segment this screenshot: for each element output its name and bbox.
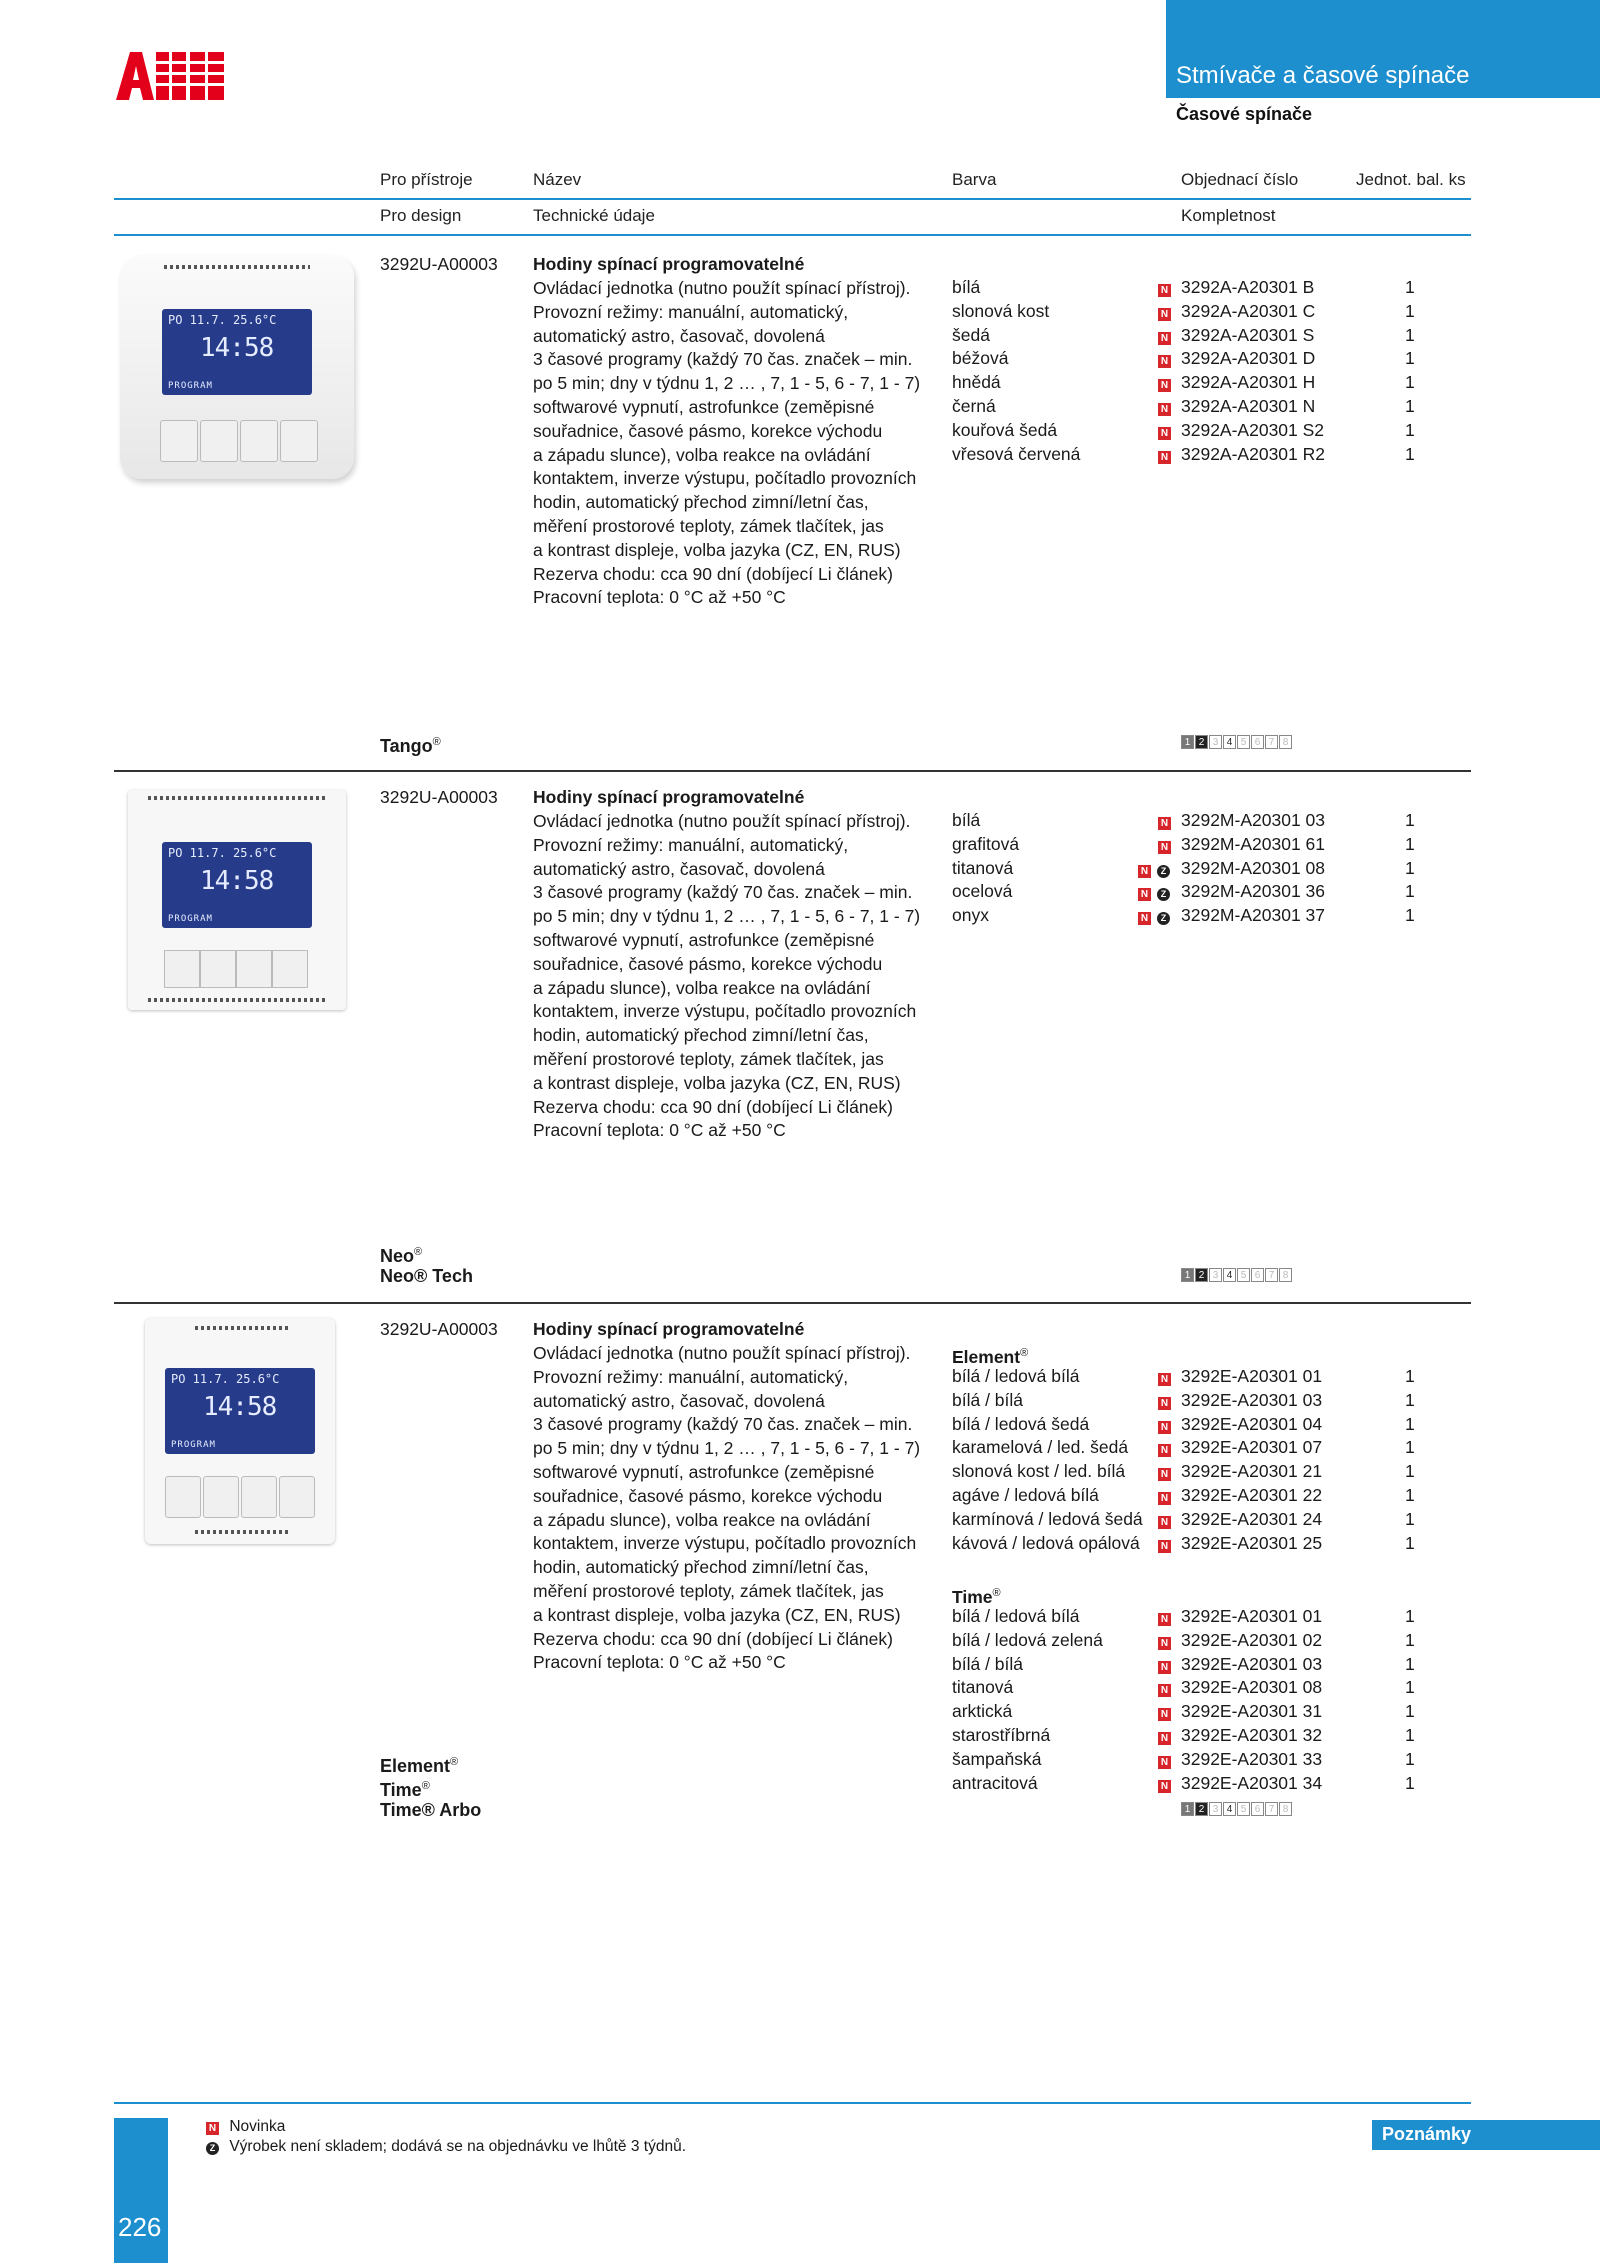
rating-scale: 1 2 3 4 5 6 7 8 — [1181, 735, 1293, 749]
pack-qty: 1 — [1405, 1701, 1415, 1722]
pack-qty: 1 — [1405, 348, 1415, 369]
device-image-tango — [120, 255, 354, 479]
pack-qty: 1 — [1405, 396, 1415, 416]
series-neo-tech: Neo® Tech — [380, 1266, 473, 1286]
variant-color: titanová — [952, 1677, 1014, 1698]
order-number: 3292E-A20301 03 — [1181, 1653, 1323, 1674]
order-number: 3292A-A20301 S2 — [1181, 419, 1325, 440]
new-badge-icon: N — [1158, 1540, 1171, 1553]
new-badge-icon: N — [1158, 1613, 1171, 1626]
device-key — [164, 950, 200, 988]
order-number: 3292M-A20301 36 — [1181, 881, 1325, 902]
device-key — [160, 420, 198, 462]
new-badge-icon: N — [1138, 865, 1151, 878]
pack-qty: 1 — [1405, 1366, 1415, 1386]
new-badge-icon: N — [1158, 1516, 1171, 1529]
col-qty: Jednot. bal. ks — [1356, 170, 1466, 189]
pack-qty: 1 — [1405, 1677, 1415, 1698]
device-key — [165, 1476, 201, 1518]
pack-qty: 1 — [1405, 277, 1415, 297]
group-element: Element® — [952, 1346, 1029, 1367]
new-badge-icon: N — [1158, 1492, 1171, 1505]
pack-qty: 1 — [1405, 1508, 1415, 1529]
pack-qty: 1 — [1405, 905, 1415, 926]
order-number: 3292E-A20301 31 — [1181, 1701, 1323, 1722]
pack-qty: 1 — [1405, 810, 1415, 830]
pack-qty: 1 — [1405, 1437, 1415, 1458]
status-badges — [1158, 834, 1171, 858]
device-key — [279, 1476, 315, 1518]
new-badge-icon: N — [1158, 1732, 1171, 1745]
col-device: Pro přístroje — [380, 170, 473, 189]
pack-qty: 1 — [1405, 1653, 1415, 1674]
new-badge-icon: N — [206, 2122, 219, 2135]
new-badge-icon: N — [1158, 1684, 1171, 1697]
status-badges — [1158, 1366, 1171, 1390]
variant-color: kouřová šedá — [952, 419, 1058, 440]
pack-qty: 1 — [1405, 1606, 1415, 1626]
product-code: 3292U-A00003 — [380, 254, 498, 274]
series-time-arbo: Time® Arbo — [380, 1800, 482, 1820]
variant-color: bílá — [952, 277, 981, 297]
status-badges — [1158, 325, 1171, 349]
tech-description: Ovládací jednotka (nutno použít spínací přístroj). Provozní režimy: manuální, automatický, automatický astro, časovač, dovolená 3 časové programy (každý 70 čas. značek – min. po 5 min; dny v týdnu 1, 2 … , 7, 1 - 5, 6 - 7, 1 - 7) softwarové vypnutí, astrofunkce (zeměpisné souřadnice, časové pásmo, korekce východu a západu slunce), volba reakce na ovládání kontaktem, inverze výstupu, počítadlo provozních hodin, automatický přechod zimní/letní čas, měření prostorové teploty, zámek tlačítek, jas a kontrast displeje, volba jazyka (CZ, EN, RUS) Rezerva chodu: cca 90 dní (dobíjecí Li článek) Pracovní teplota: 0 °C až +50 °C — [533, 278, 921, 608]
order-number: 3292E-A20301 24 — [1181, 1508, 1323, 1529]
variant-color: kávová / ledová opálová — [952, 1532, 1140, 1553]
pack-qty: 1 — [1405, 857, 1415, 878]
status-badges — [1158, 1414, 1171, 1438]
new-badge-icon: N — [1158, 817, 1171, 830]
stock-badge-icon: Z — [206, 2142, 219, 2155]
new-badge-icon: N — [1158, 1756, 1171, 1769]
new-badge-icon: N — [1158, 332, 1171, 345]
order-number: 3292A-A20301 B — [1181, 277, 1315, 297]
variant-color: grafitová — [952, 833, 1020, 854]
status-badges — [1140, 881, 1170, 905]
pack-qty: 1 — [1405, 881, 1415, 902]
pack-qty: 1 — [1405, 372, 1415, 393]
variant-color: karmínová / ledová šedá — [952, 1508, 1143, 1529]
status-badges — [1158, 420, 1171, 444]
new-badge-icon: N — [1158, 1468, 1171, 1481]
variant-color: onyx — [952, 905, 989, 926]
status-badges — [1158, 1461, 1171, 1485]
status-badges — [1158, 1606, 1171, 1630]
series-tango: Tango® — [380, 736, 441, 756]
page-subtitle: Časové spínače — [1176, 104, 1313, 124]
status-badges — [1158, 348, 1171, 372]
legend-stock: Z Výrobek není skladem; dodává se na objednávku ve lhůtě 3 týdnů. — [206, 2138, 686, 2156]
status-badges — [1158, 1533, 1171, 1557]
status-badges — [1158, 1485, 1171, 1509]
new-badge-icon: N — [1158, 1780, 1171, 1793]
variant-color: béžová — [952, 348, 1009, 369]
variant-color: agáve / ledová bílá — [952, 1485, 1099, 1505]
vent-slots — [164, 265, 310, 269]
new-badge-icon: N — [1158, 1373, 1171, 1386]
status-badges — [1158, 1437, 1171, 1461]
variant-color: hnědá — [952, 372, 1001, 393]
series-neo: Neo® — [380, 1246, 423, 1266]
new-badge-icon: N — [1158, 1637, 1171, 1650]
variant-color: šedá — [952, 324, 990, 345]
variant-color: arktická — [952, 1701, 1013, 1722]
col-name: Název — [533, 170, 582, 189]
section-rule — [114, 770, 1471, 772]
pack-qty: 1 — [1405, 443, 1415, 464]
device-key — [200, 950, 236, 988]
order-number: 3292E-A20301 01 — [1181, 1606, 1323, 1626]
variant-color: ocelová — [952, 881, 1013, 902]
new-badge-icon: N — [1158, 1661, 1171, 1674]
variant-color: slonová kost / led. bílá — [952, 1461, 1126, 1482]
device-key — [203, 1476, 239, 1518]
product-title: Hodiny spínací programovatelné — [533, 1319, 805, 1339]
group-time: Time® — [952, 1586, 1001, 1607]
vent-slots — [148, 796, 326, 800]
order-number: 3292A-A20301 H — [1181, 372, 1316, 393]
status-badges — [1158, 1773, 1171, 1797]
variant-color: bílá / ledová bílá — [952, 1366, 1080, 1386]
variant-color: starostříbrná — [952, 1725, 1051, 1745]
variant-color: černá — [952, 396, 996, 416]
status-badges — [1140, 858, 1170, 882]
variant-color: slonová kost — [952, 300, 1050, 321]
order-number: 3292E-A20301 08 — [1181, 1677, 1323, 1698]
stock-badge-icon: Z — [1157, 865, 1170, 878]
variant-color: bílá / bílá — [952, 1653, 1024, 1674]
pack-qty: 1 — [1405, 1725, 1415, 1745]
status-badges — [1140, 905, 1170, 929]
status-badges — [1158, 1701, 1171, 1725]
vent-slots — [195, 1326, 289, 1330]
tech-description: Ovládací jednotka (nutno použít spínací přístroj). Provozní režimy: manuální, automatický, automatický astro, časovač, dovolená 3 časové programy (každý 70 čas. značek – min. po 5 min; dny v týdnu 1, 2 … , 7, 1 - 5, 6 - 7, 1 - 7) softwarové vypnutí, astrofunkce (zeměpisné souřadnice, časové pásmo, korekce východu a západu slunce), volba reakce na ovládání kontaktem, inverze výstupu, počítadlo provozních hodin, automatický přechod zimní/letní čas, měření prostorové teploty, zámek tlačítek, jas a kontrast displeje, volba jazyka (CZ, EN, RUS) Rezerva chodu: cca 90 dní (dobíjecí Li článek) Pracovní teplota: 0 °C až +50 °C — [533, 811, 921, 1141]
series-element: Element® — [380, 1756, 459, 1776]
variant-color: bílá / bílá — [952, 1389, 1024, 1410]
pack-qty: 1 — [1405, 1532, 1415, 1553]
order-number: 3292E-A20301 03 — [1181, 1389, 1323, 1410]
status-badges — [1158, 444, 1171, 468]
status-badges — [1158, 1654, 1171, 1678]
order-number: 3292E-A20301 07 — [1181, 1437, 1323, 1458]
section-rule — [114, 1302, 1471, 1304]
device-display: PO 11.7. 25.6°C 14:58 PROGRAM — [162, 309, 312, 395]
status-badges — [1158, 1749, 1171, 1773]
notes-label: Poznámky — [1382, 2124, 1472, 2144]
status-badges — [1158, 301, 1171, 325]
new-badge-icon: N — [1158, 1444, 1171, 1457]
footer-rule — [114, 2102, 1471, 2104]
order-number: 3292M-A20301 61 — [1181, 833, 1325, 854]
legend-new: N Novinka — [206, 2118, 285, 2136]
order-number: 3292M-A20301 08 — [1181, 857, 1325, 878]
order-number: 3292E-A20301 25 — [1181, 1532, 1323, 1553]
stock-badge-icon: Z — [1157, 912, 1170, 925]
section-title: Stmívače a časové spínače — [1176, 62, 1470, 89]
new-badge-icon: N — [1158, 284, 1171, 297]
page-number: 226 — [118, 2212, 162, 2242]
order-number: 3292E-A20301 32 — [1181, 1725, 1323, 1745]
device-key — [240, 420, 278, 462]
new-badge-icon: N — [1158, 308, 1171, 321]
new-badge-icon: N — [1138, 912, 1151, 925]
new-badge-icon: N — [1158, 379, 1171, 392]
order-number: 3292M-A20301 03 — [1181, 810, 1325, 830]
product-title: Hodiny spínací programovatelné — [533, 787, 805, 807]
order-number: 3292E-A20301 34 — [1181, 1772, 1323, 1793]
status-badges — [1158, 1677, 1171, 1701]
order-number: 3292E-A20301 33 — [1181, 1748, 1323, 1769]
order-number: 3292A-A20301 S — [1181, 324, 1315, 345]
product-title: Hodiny spínací programovatelné — [533, 254, 805, 274]
pack-qty: 1 — [1405, 1629, 1415, 1650]
pack-qty: 1 — [1405, 1389, 1415, 1410]
product-code: 3292U-A00003 — [380, 787, 498, 807]
variant-color: titanová — [952, 857, 1014, 878]
pack-qty: 1 — [1405, 1748, 1415, 1769]
variant-color: bílá / ledová bílá — [952, 1606, 1080, 1626]
status-badges — [1158, 1725, 1171, 1749]
order-number: 3292E-A20301 04 — [1181, 1413, 1323, 1434]
device-key — [272, 950, 308, 988]
variant-color: bílá / ledová zelená — [952, 1629, 1103, 1650]
variant-color: bílá — [952, 810, 981, 830]
variant-color: bílá / ledová šedá — [952, 1413, 1090, 1434]
new-badge-icon: N — [1158, 355, 1171, 368]
order-number: 3292A-A20301 R2 — [1181, 443, 1325, 464]
order-number: 3292E-A20301 21 — [1181, 1461, 1323, 1482]
status-badges — [1158, 1390, 1171, 1414]
device-image-neo — [128, 790, 346, 1010]
vent-slots — [148, 998, 326, 1002]
col-design: Pro design — [380, 206, 462, 225]
device-key — [236, 950, 272, 988]
series-time: Time® — [380, 1780, 430, 1800]
vent-slots — [195, 1530, 289, 1534]
col-completeness: Kompletnost — [1181, 206, 1276, 225]
pack-qty: 1 — [1405, 300, 1415, 321]
tech-description: Ovládací jednotka (nutno použít spínací přístroj). Provozní režimy: manuální, automatický, automatický astro, časovač, dovolená 3 časové programy (každý 70 čas. značek – min. po 5 min; dny v týdnu 1, 2 … , 7, 1 - 5, 6 - 7, 1 - 7) softwarové vypnutí, astrofunkce (zeměpisné souřadnice, časové pásmo, korekce východu a západu slunce), volba reakce na ovládání kontaktem, inverze výstupu, počítadlo provozních hodin, automatický přechod zimní/letní čas, měření prostorové teploty, zámek tlačítek, jas a kontrast displeje, volba jazyka (CZ, EN, RUS) Rezerva chodu: cca 90 dní (dobíjecí Li článek) Pracovní teplota: 0 °C až +50 °C — [533, 1343, 921, 1673]
order-number: 3292E-A20301 02 — [1181, 1629, 1323, 1650]
pack-qty: 1 — [1405, 1772, 1415, 1793]
status-badges — [1158, 1630, 1171, 1654]
col-order: Objednací číslo — [1181, 170, 1299, 189]
pack-qty: 1 — [1405, 833, 1415, 854]
rating-scale: 1 2 3 4 5 6 7 8 — [1181, 1268, 1293, 1282]
new-badge-icon: N — [1158, 451, 1171, 464]
status-badges — [1158, 277, 1171, 301]
header-rule — [114, 198, 1471, 200]
device-key — [241, 1476, 277, 1518]
pack-qty: 1 — [1405, 324, 1415, 345]
order-number: 3292A-A20301 C — [1181, 300, 1316, 321]
order-number: 3292M-A20301 37 — [1181, 905, 1325, 926]
order-number: 3292E-A20301 22 — [1181, 1485, 1323, 1505]
order-number: 3292A-A20301 D — [1181, 348, 1316, 369]
variant-color: vřesová červená — [952, 443, 1081, 464]
stock-badge-icon: Z — [1157, 888, 1170, 901]
new-badge-icon: N — [1158, 841, 1171, 854]
pack-qty: 1 — [1405, 1461, 1415, 1482]
pack-qty: 1 — [1405, 1413, 1415, 1434]
device-image-element — [145, 1318, 335, 1544]
device-display: PO 11.7. 25.6°C 14:58 PROGRAM — [162, 842, 312, 928]
device-key — [200, 420, 238, 462]
device-key — [280, 420, 318, 462]
status-badges — [1158, 810, 1171, 834]
pack-qty: 1 — [1405, 1485, 1415, 1505]
variant-color: šampaňská — [952, 1748, 1042, 1769]
order-number: 3292A-A20301 N — [1181, 396, 1316, 416]
pack-qty: 1 — [1405, 419, 1415, 440]
variant-color: antracitová — [952, 1772, 1038, 1793]
new-badge-icon: N — [1158, 1397, 1171, 1410]
new-badge-icon: N — [1158, 1421, 1171, 1434]
device-display: PO 11.7. 25.6°C 14:58 PROGRAM — [165, 1368, 315, 1454]
status-badges — [1158, 1509, 1171, 1533]
new-badge-icon: N — [1138, 888, 1151, 901]
order-number: 3292E-A20301 01 — [1181, 1366, 1323, 1386]
rating-scale: 1 2 3 4 5 6 7 8 — [1181, 1802, 1293, 1816]
new-badge-icon: N — [1158, 1708, 1171, 1721]
product-code: 3292U-A00003 — [380, 1319, 498, 1339]
col-tech: Technické údaje — [533, 206, 655, 225]
header-rule-2 — [114, 234, 1471, 236]
status-badges — [1158, 372, 1171, 396]
status-badges — [1158, 396, 1171, 420]
variant-color: karamelová / led. šedá — [952, 1437, 1129, 1458]
col-color: Barva — [952, 170, 997, 189]
abb-logo — [114, 50, 226, 102]
new-badge-icon: N — [1158, 403, 1171, 416]
new-badge-icon: N — [1158, 427, 1171, 440]
